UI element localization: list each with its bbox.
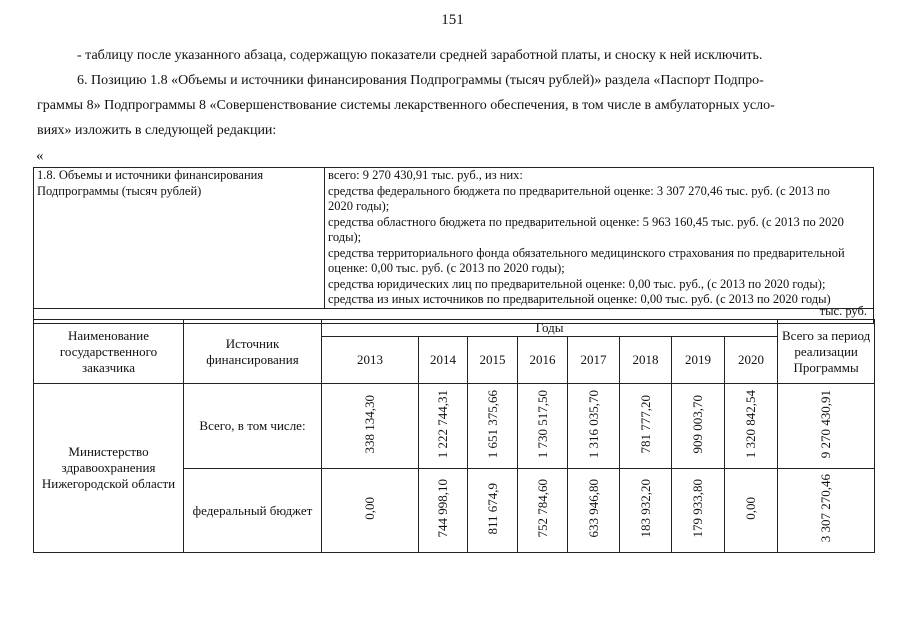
total-cell: 9 270 430,91 — [778, 384, 875, 469]
year-header: 2013 — [322, 337, 419, 384]
year-header: 2019 — [672, 337, 725, 384]
passport-value-line: годы); — [328, 230, 362, 244]
value-cell: 1 651 375,66 — [468, 384, 518, 469]
financing-table — [33, 319, 875, 553]
passport-value-line: средства федерального бюджета по предварительной оценке: 3 307 270,46 тыс. руб. (с 2013 по — [328, 183, 830, 198]
year-header: 2015 — [468, 337, 518, 384]
value-cell: 1 320 842,54 — [725, 384, 778, 469]
passport-value-line: средства областного бюджета по предварительной оценке: 5 963 160,45 тыс. руб. (с 2013 по 2020 — [328, 214, 844, 229]
passport-value-line: 2020 годы); — [328, 199, 390, 213]
value-cell: 1 316 035,70 — [568, 384, 620, 469]
paragraph-position-1: 6. Позицию 1.8 «Объемы и источники финансирования Подпрограммы (тысяч рублей)» раздела «Паспорт Подпро- — [77, 73, 764, 88]
paragraph-position-2: граммы 8» Подпрограммы 8 «Совершенствование системы лекарственного обеспечения, в том числе в амбулаторных усло- — [37, 98, 775, 113]
header-total: Всего за период реализации Программы — [778, 320, 875, 384]
passport-label-line: 1.8. Объемы и источники финансирования — [37, 168, 264, 182]
passport-value-cell — [325, 168, 874, 309]
passport-table — [33, 167, 874, 324]
passport-label-line: Подпрограммы (тысяч рублей) — [37, 183, 202, 198]
value-cell: 752 784,60 — [518, 469, 568, 553]
year-header: 2016 — [518, 337, 568, 384]
passport-value-line: средства юридических лиц по предварительной оценке: 0,00 тыс. руб., (с 2013 по 2020 годы); — [328, 276, 826, 291]
value-cell: 633 946,80 — [568, 469, 620, 553]
value-cell: 909 003,70 — [672, 384, 725, 469]
customer-cell: Министерство здравоохранения Нижегородской области — [34, 384, 184, 553]
value-cell: 811 674,9 — [468, 469, 518, 553]
year-header: 2014 — [419, 337, 468, 384]
opening-quote: « — [36, 148, 44, 164]
value-cell: 781 777,20 — [620, 384, 672, 469]
header-years: Годы — [322, 320, 778, 337]
value-cell: 183 932,20 — [620, 469, 672, 553]
table-row — [34, 384, 875, 469]
value-cell: 0,00 — [725, 469, 778, 553]
value-cell: 0,00 — [322, 469, 419, 553]
year-header: 2017 — [568, 337, 620, 384]
value-cell: 179 933,80 — [672, 469, 725, 553]
header-customer: Наименование государственного заказчика — [34, 320, 184, 384]
passport-value-line: оценке: 0,00 тыс. руб. (с 2013 по 2020 годы); — [328, 261, 565, 275]
units-label: тыс. руб. — [819, 304, 867, 318]
passport-value-line: всего: 9 270 430,91 тыс. руб., из них: — [328, 168, 523, 182]
value-cell: 1 730 517,50 — [518, 384, 568, 469]
page-number: 151 — [441, 12, 464, 28]
value-cell: 338 134,30 — [322, 384, 419, 469]
source-cell: Всего, в том числе: — [184, 384, 322, 469]
value-cell: 744 998,10 — [419, 469, 468, 553]
year-header: 2018 — [620, 337, 672, 384]
header-source: Источник финансирования — [184, 320, 322, 384]
paragraph-position-3: виях» изложить в следующей редакции: — [37, 123, 277, 138]
passport-value-line: средства из иных источников по предварительной оценке: 0,00 тыс. руб. (с 2013 по 2020 годы) — [328, 292, 831, 306]
passport-value-line: средства территориального фонда обязательного медицинского страхования по предварительной — [328, 245, 845, 260]
paragraph-exclusion: - таблицу после указанного абзаца, содержащую показатели средней заработной платы, и сноску к ней исключить. — [77, 48, 763, 63]
value-cell: 1 222 744,31 — [419, 384, 468, 469]
passport-label-cell — [34, 168, 325, 309]
year-header: 2020 — [725, 337, 778, 384]
total-cell: 3 307 270,46 — [778, 469, 875, 553]
source-cell: федеральный бюджет — [184, 469, 322, 553]
